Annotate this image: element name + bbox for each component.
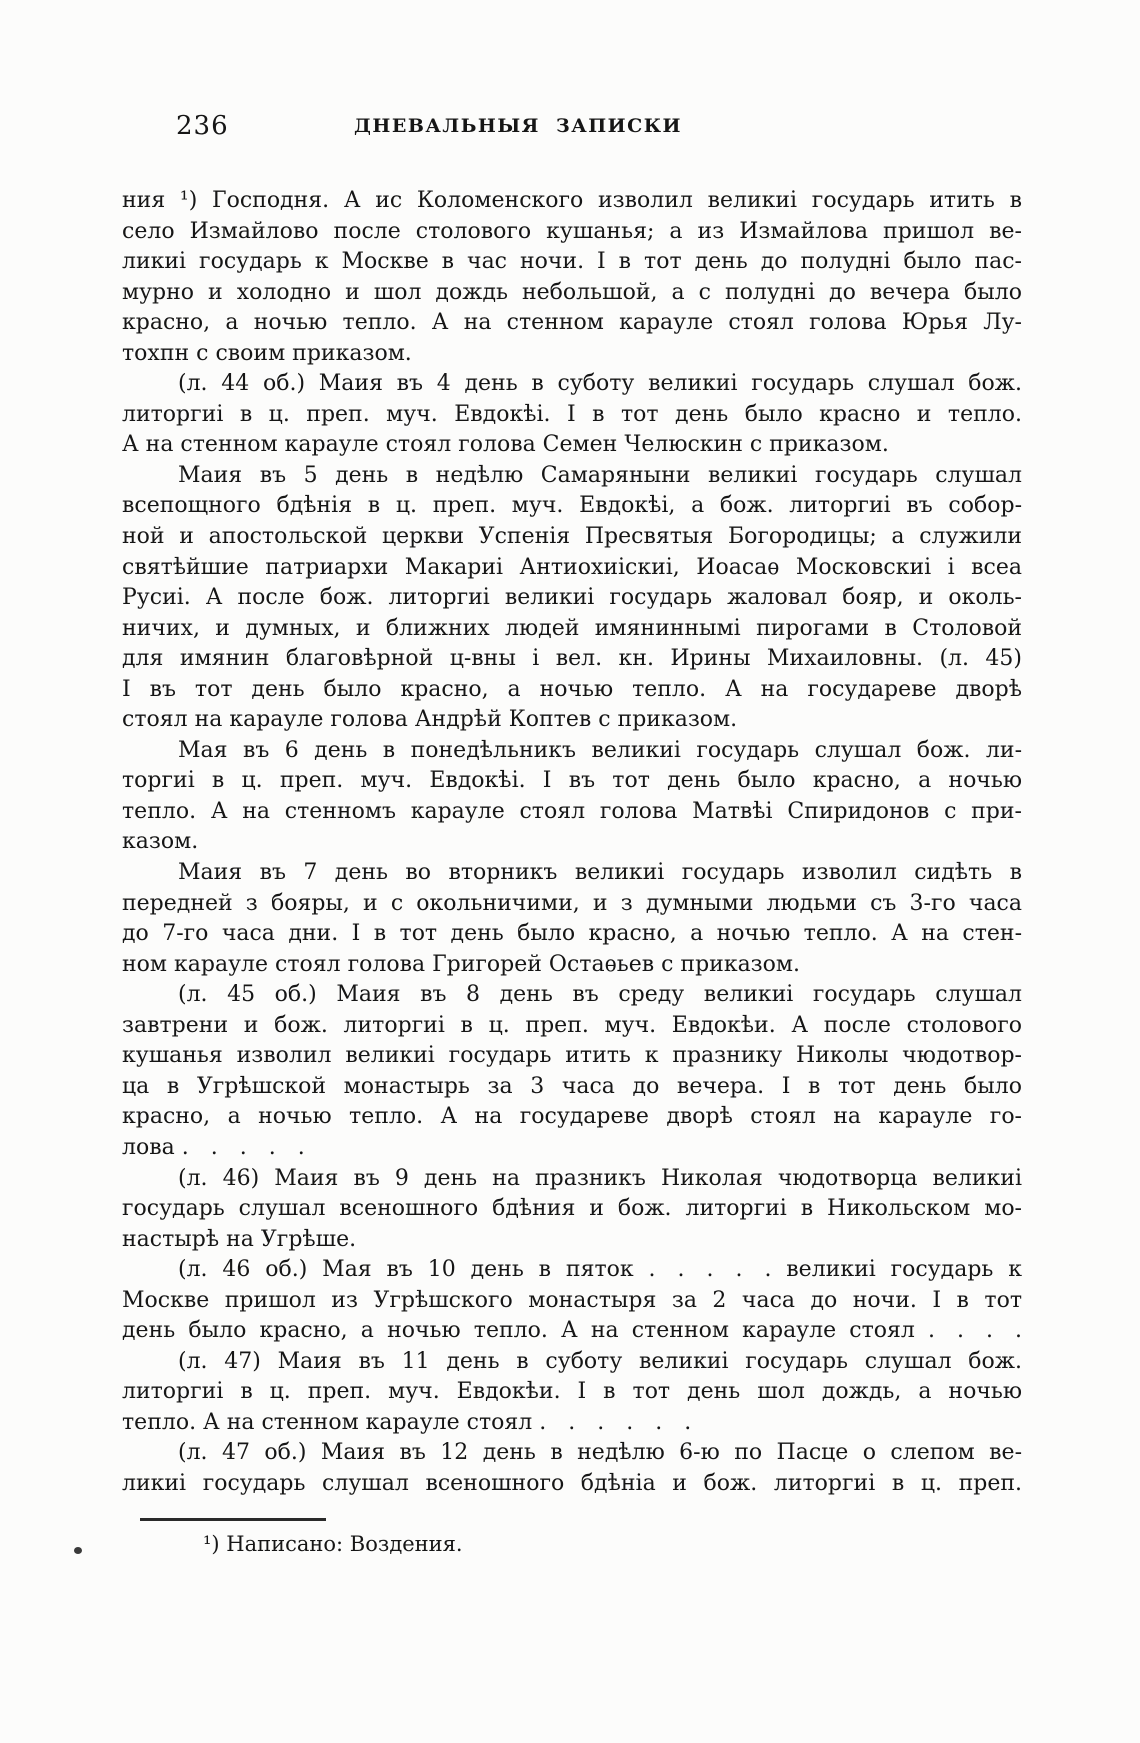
text-line: передней з бояры, и с окольничими, и з думными людьми съ 3-го часа	[122, 890, 1022, 916]
margin-speck	[74, 1547, 82, 1554]
text-line: красно, а ночью тепло. А на государеве дворѣ стоял на карауле го-	[122, 1104, 1022, 1130]
text-line: торгиі в ц. преп. муч. Евдокѣі. І въ тот день было красно, а ночью	[122, 768, 1022, 794]
page-number: 236	[176, 111, 229, 141]
text-line: ликиі государь к Москве в час ночи. І в тот день до полудні было пас-	[122, 249, 1022, 275]
text-line: ликиі государь слушал всеношного бдѣніа и бож. литоргиі в ц. преп.	[122, 1470, 1022, 1496]
text-line: тепло. А на стенном карауле стоял . . . . . .	[122, 1409, 692, 1435]
text-line: государь слушал всеношного бдѣния и бож. литоргиі в Никольском мо-	[122, 1196, 1022, 1222]
text-line: (л. 45 об.) Маия въ 8 день въ среду великиі государь слушал	[178, 982, 1022, 1008]
paragraph	[122, 858, 1022, 980]
text-line: ния ¹) Господня. А ис Коломенского изволил великиі государь итить в	[122, 188, 1022, 213]
text-line: стоял на карауле голова Андрѣй Коптев с приказом.	[122, 707, 738, 733]
text-line: А на стенном карауле стоял голова Семен Челюскин с приказом.	[122, 432, 889, 458]
text-line: Мая въ 6 день в понедѣльникъ великиі государь слушал бож. ли-	[178, 737, 1022, 763]
paragraph	[122, 1164, 1022, 1256]
text-line: святѣйшие патриархи Макариі Антиохиіскиі, Иоасаѳ Московскиі і всеа	[122, 554, 1022, 580]
text-line: литоргиі в ц. преп. муч. Евдокѣи. І в тот день шол дождь, а ночью	[122, 1379, 1022, 1405]
text-line: Маия въ 7 день во вторникъ великиі государь изволил сидѣть в	[178, 860, 1022, 886]
text-line: тохпн с своим приказом.	[122, 340, 412, 366]
text-line: ца в Угрѣшской монастырь за 3 часа до вечера. І в тот день было	[122, 1073, 1022, 1099]
paragraph	[122, 369, 1022, 461]
text-line: (л. 44 об.) Маия въ 4 день в суботу великиі государь слушал бож.	[178, 371, 1022, 397]
text-line: литоргиі в ц. преп. муч. Евдокѣі. І в тот день было красно и тепло.	[122, 401, 1022, 427]
paragraph	[122, 1255, 1022, 1347]
text-line: тепло. А на стенномъ карауле стоял голова Матвѣі Спиридонов с при-	[122, 798, 1022, 824]
text-line: до 7-го часа дни. І в тот день было красно, а ночью тепло. А на стен-	[122, 921, 1022, 947]
paragraph	[122, 186, 1022, 369]
text-line: настырѣ на Угрѣше.	[122, 1226, 357, 1252]
text-line: Маия въ 5 день в недѣлю Самаряныни великиі государь слушал	[178, 462, 1022, 488]
text-line: (л. 46 об.) Мая въ 10 день в пяток . . . . . великиі государь к	[178, 1257, 1022, 1283]
text-line: мурно и холодно и шол дождь небольшой, а с полудні до вечера было	[122, 279, 1022, 305]
footnote-rule	[140, 1518, 326, 1521]
paragraph	[122, 461, 1022, 736]
text-line: (л. 47 об.) Маия въ 12 день в недѣлю 6-ю по Пасце о слепом ве-	[178, 1440, 1022, 1466]
text-line: завтрени и бож. литоргиі в ц. преп. муч. Евдокѣи. А после столового	[122, 1012, 1022, 1038]
text-line: село Измайлово после столового кушанья; а из Измайлова пришол ве-	[122, 218, 1022, 244]
text-line: (л. 47) Маия въ 11 день в суботу великиі государь слушал бож.	[178, 1348, 1022, 1374]
text-block	[122, 186, 1022, 1500]
text-line: І въ тот день было красно, а ночью тепло. А на государеве дворѣ	[122, 676, 1022, 702]
text-line: для имянин благовѣрной ц-вны і вел. кн. Ирины Михаиловны. (л. 45)	[122, 646, 1022, 672]
text-line: день было красно, а ночью тепло. А на стенном карауле стоял . . . .	[122, 1318, 1022, 1344]
text-line: ничих, и думных, и ближних людей имяниннымі пирогами в Столовой	[122, 615, 1022, 641]
text-line: ной и апостольской церкви Успенія Пресвятыя Богородицы; а служили	[122, 524, 1022, 550]
text-line: ном карауле стоял голова Григорей Остаѳьев с приказом.	[122, 951, 801, 977]
text-line: Москве пришол из Угрѣшского монастыря за 2 часа до ночи. І в тот	[122, 1287, 1022, 1313]
paragraph	[122, 736, 1022, 858]
paragraph	[122, 1347, 1022, 1439]
text-line: кушанья изволил великиі государь итить к празнику Николы чюдотвор-	[122, 1043, 1022, 1069]
text-line: казом.	[122, 829, 199, 855]
text-line: (л. 46) Маия въ 9 день на празникъ Николая чюдотворца великиі	[178, 1165, 1022, 1191]
text-line: всепощного бдѣнія в ц. преп. муч. Евдокѣі, а бож. литоргиі въ собор-	[122, 493, 1022, 519]
footnote: ¹) Написано: Воздения.	[203, 1532, 463, 1556]
text-line: лова . . . . .	[122, 1134, 305, 1160]
page-header-title: ДНЕВАЛЬНЫЯ ЗАПИСКИ	[354, 115, 682, 137]
text-line: Русиі. А после бож. литоргиі великиі государь жаловал бояр, и околь-	[122, 585, 1022, 611]
paragraph	[122, 980, 1022, 1163]
text-line: красно, а ночью тепло. А на стенном карауле стоял голова Юрья Лу-	[122, 310, 1022, 336]
paragraph	[122, 1438, 1022, 1499]
